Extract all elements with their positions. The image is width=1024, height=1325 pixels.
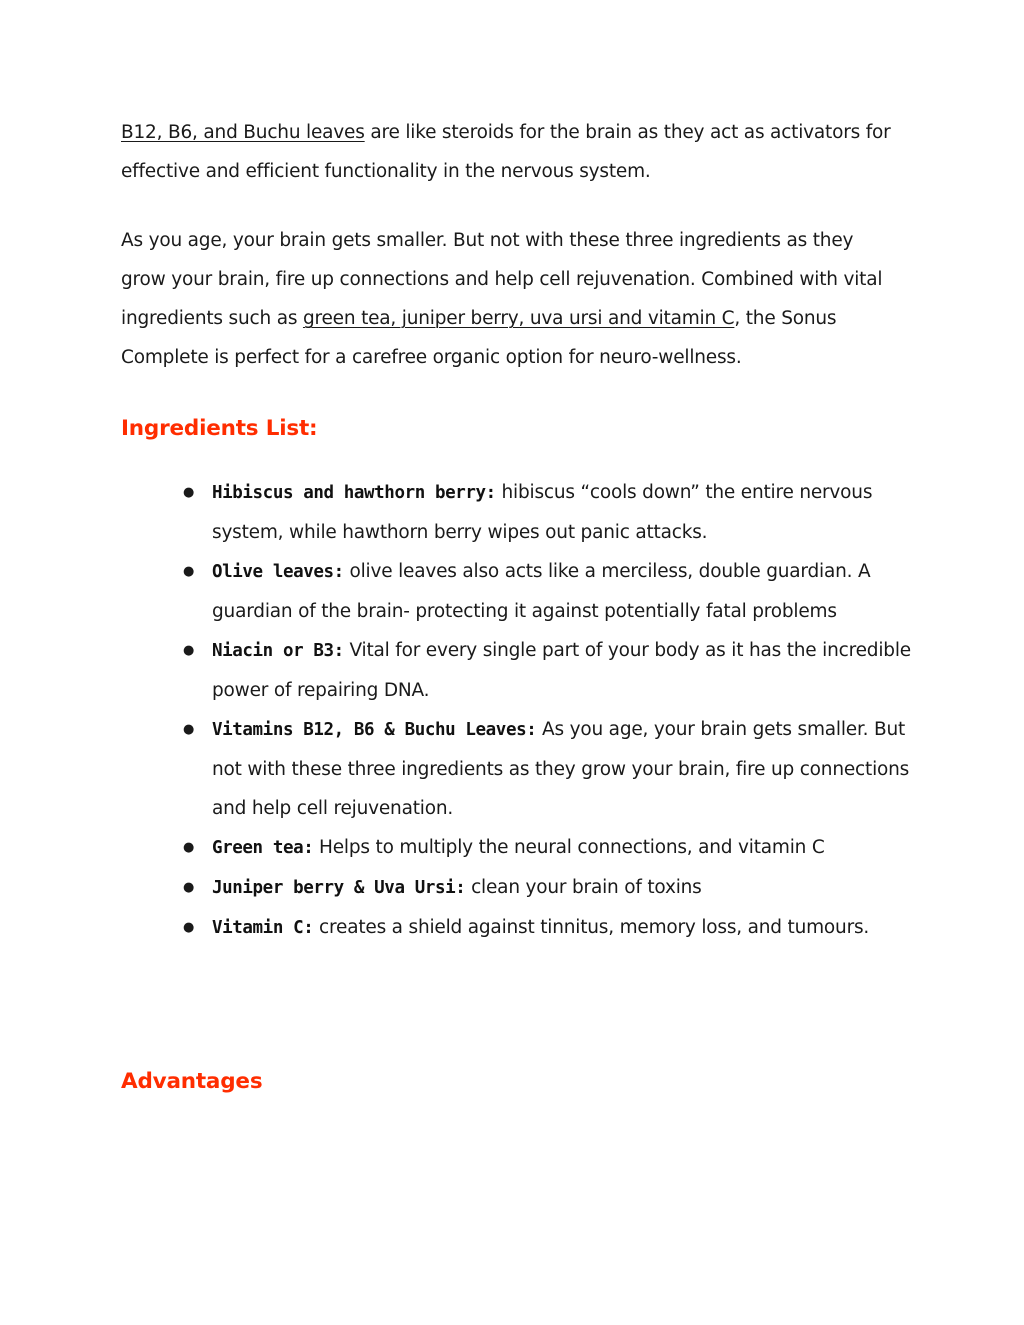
ingredient-description: clean your brain of toxins: [465, 877, 702, 898]
ingredient-description: hibiscus “cools down” the entire nervous system, while hawthorn berry wipes out panic attacks.: [212, 482, 873, 543]
intro-paragraph-text: are like steroids for the brain as they act as activators for effective and efficient functionality in the nervous system.: [121, 122, 891, 182]
document-body: [121, 113, 901, 377]
bullet-icon: ●: [183, 643, 195, 658]
ingredient-description: Vital for every single part of your body as it has the incredible power of repairing DNA.: [212, 640, 911, 701]
list-item: [183, 631, 912, 710]
ingredient-term: Olive leaves:: [212, 562, 344, 582]
b12-b6-buchu-link[interactable]: B12, B6, and Buchu leaves: [121, 122, 365, 143]
ingredient-term: Vitamins B12, B6 & Buchu Leaves:: [212, 720, 537, 740]
bullet-icon: ●: [183, 840, 195, 855]
list-item: [183, 710, 912, 828]
bullet-icon: ●: [183, 880, 195, 895]
ingredient-term: Niacin or B3:: [212, 641, 344, 661]
list-item: [183, 473, 912, 552]
list-item: [183, 828, 912, 868]
advantages-heading: Advantages: [121, 1069, 263, 1094]
bullet-icon: ●: [183, 722, 195, 737]
ingredient-description: As you age, your brain gets smaller. But not with these three ingredients as they grow your brain, fire up connections and help cell rejuvenation.: [212, 719, 910, 819]
age-paragraph-text-after: , the Sonus Complete is perfect for a carefree organic option for neuro-wellness.: [121, 308, 837, 368]
age-paragraph: [121, 221, 901, 377]
ingredient-term: Juniper berry & Uva Ursi:: [212, 878, 466, 898]
age-paragraph-text-before: As you age, your brain gets smaller. But not with these three ingredients as they grow your brain, fire up connections and help cell rejuvenation. Combined with vital ingredients such as: [121, 230, 883, 329]
ingredient-description: olive leaves also acts like a merciless, double guardian. A guardian of the brain- protecting it against potentially fatal problems: [212, 561, 871, 622]
ingredient-description: Helps to multiply the neural connections, and vitamin C: [313, 837, 825, 858]
ingredients-link[interactable]: green tea, juniper berry, uva ursi and vitamin C: [302, 308, 735, 329]
list-item: [183, 868, 912, 908]
ingredient-description: creates a shield against tinnitus, memory loss, and tumours.: [313, 917, 870, 938]
ingredient-term: Vitamin C:: [212, 918, 314, 938]
list-item: [183, 908, 912, 948]
bullet-icon: ●: [183, 485, 195, 500]
ingredients-heading: Ingredients List:: [121, 416, 318, 441]
ingredient-term: Hibiscus and hawthorn berry:: [212, 483, 496, 503]
ingredient-term: Green tea:: [212, 838, 314, 858]
intro-paragraph: [121, 113, 901, 191]
ingredients-list: [183, 473, 912, 948]
list-item: [183, 552, 912, 631]
bullet-icon: ●: [183, 920, 195, 935]
bullet-icon: ●: [183, 564, 195, 579]
